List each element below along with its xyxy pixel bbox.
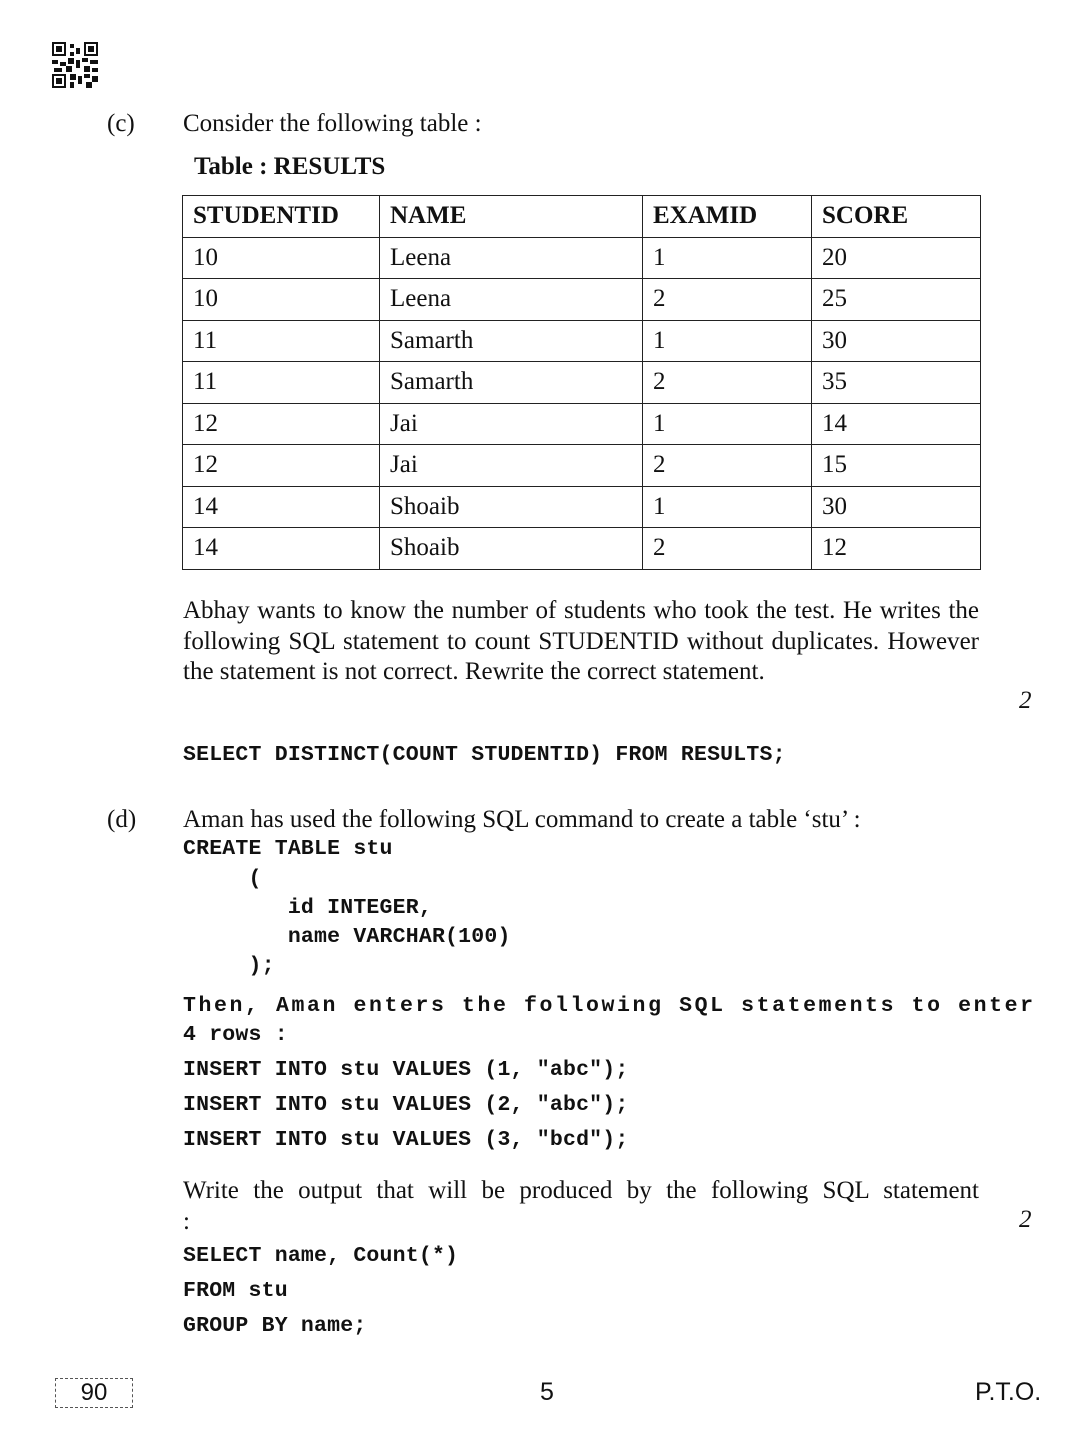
cell-examid: 1 (643, 403, 812, 445)
table-row (183, 320, 981, 362)
part-c-marks: 2 (1019, 687, 1032, 714)
cell-score: 35 (812, 362, 981, 404)
table-row (183, 528, 981, 570)
query-line: SELECT name, Count(*) (183, 1244, 459, 1268)
cell-name: Jai (380, 403, 643, 445)
results-table (182, 195, 981, 570)
create-line: CREATE TABLE stu (183, 837, 393, 861)
cell-name: Samarth (380, 320, 643, 362)
cell-examid: 2 (643, 362, 812, 404)
insert-line: INSERT INTO stu VALUES (2, "abc"); (183, 1093, 629, 1117)
cell-studentid: 14 (183, 528, 380, 570)
qr-code-icon (52, 42, 98, 88)
cell-score: 20 (812, 237, 981, 279)
table-header-row (183, 196, 981, 238)
table-row (183, 362, 981, 404)
part-c-intro: Consider the following table : (183, 110, 482, 137)
create-line: ( (183, 867, 262, 891)
part-c-question: Abhay wants to know the number of students who took the test. He writes the following SQL statement to count STUDENTID without duplicates. However the statement is not correct. Rewrite the correct statement. (183, 597, 979, 685)
cell-studentid: 14 (183, 486, 380, 528)
table-row (183, 486, 981, 528)
cell-studentid: 10 (183, 279, 380, 321)
then-line-1: Then, Aman enters the following SQL statements to enter (183, 994, 1036, 1018)
cell-name: Leena (380, 279, 643, 321)
part-d-question: Write the output that will be produced by the following SQL statement : (183, 1177, 979, 1235)
cell-name: Leena (380, 237, 643, 279)
create-line: name VARCHAR(100) (183, 925, 511, 949)
insert-line: INSERT INTO stu VALUES (3, "bcd"); (183, 1128, 629, 1152)
then-line-2: 4 rows : (183, 1023, 288, 1047)
cell-examid: 1 (643, 486, 812, 528)
query-line: GROUP BY name; (183, 1314, 367, 1338)
table-row (183, 403, 981, 445)
table-row (183, 445, 981, 487)
cell-studentid: 12 (183, 403, 380, 445)
cell-examid: 1 (643, 237, 812, 279)
part-d-intro: Aman has used the following SQL command to create a table ‘stu’ : (183, 806, 861, 833)
column-header-name: NAME (380, 196, 643, 238)
create-line: ); (183, 954, 275, 978)
query-line: FROM stu (183, 1279, 288, 1303)
part-c-code: SELECT DISTINCT(COUNT STUDENTID) FROM RESULTS; (183, 743, 786, 767)
column-header-score: SCORE (812, 196, 981, 238)
cell-score: 14 (812, 403, 981, 445)
pto-label: P.T.O. (975, 1378, 1042, 1406)
cell-name: Shoaib (380, 486, 643, 528)
cell-examid: 2 (643, 279, 812, 321)
create-line: id INTEGER, (183, 896, 432, 920)
cell-name: Samarth (380, 362, 643, 404)
cell-studentid: 12 (183, 445, 380, 487)
table-row (183, 237, 981, 279)
cell-studentid: 11 (183, 320, 380, 362)
cell-examid: 2 (643, 528, 812, 570)
cell-examid: 2 (643, 445, 812, 487)
cell-score: 30 (812, 486, 981, 528)
paper-code-box: 90 (55, 1378, 133, 1408)
table-title: Table : RESULTS (194, 153, 386, 180)
cell-studentid: 10 (183, 237, 380, 279)
cell-name: Jai (380, 445, 643, 487)
cell-score: 12 (812, 528, 981, 570)
part-d-marks: 2 (1019, 1206, 1032, 1233)
cell-score: 30 (812, 320, 981, 362)
table-row (183, 279, 981, 321)
column-header-studentid: STUDENTID (183, 196, 380, 238)
part-d-label: (d) (107, 806, 137, 833)
cell-studentid: 11 (183, 362, 380, 404)
cell-examid: 1 (643, 320, 812, 362)
insert-line: INSERT INTO stu VALUES (1, "abc"); (183, 1058, 629, 1082)
cell-score: 15 (812, 445, 981, 487)
cell-name: Shoaib (380, 528, 643, 570)
column-header-examid: EXAMID (643, 196, 812, 238)
page-number: 5 (540, 1378, 554, 1406)
cell-score: 25 (812, 279, 981, 321)
part-c-label: (c) (107, 110, 135, 137)
